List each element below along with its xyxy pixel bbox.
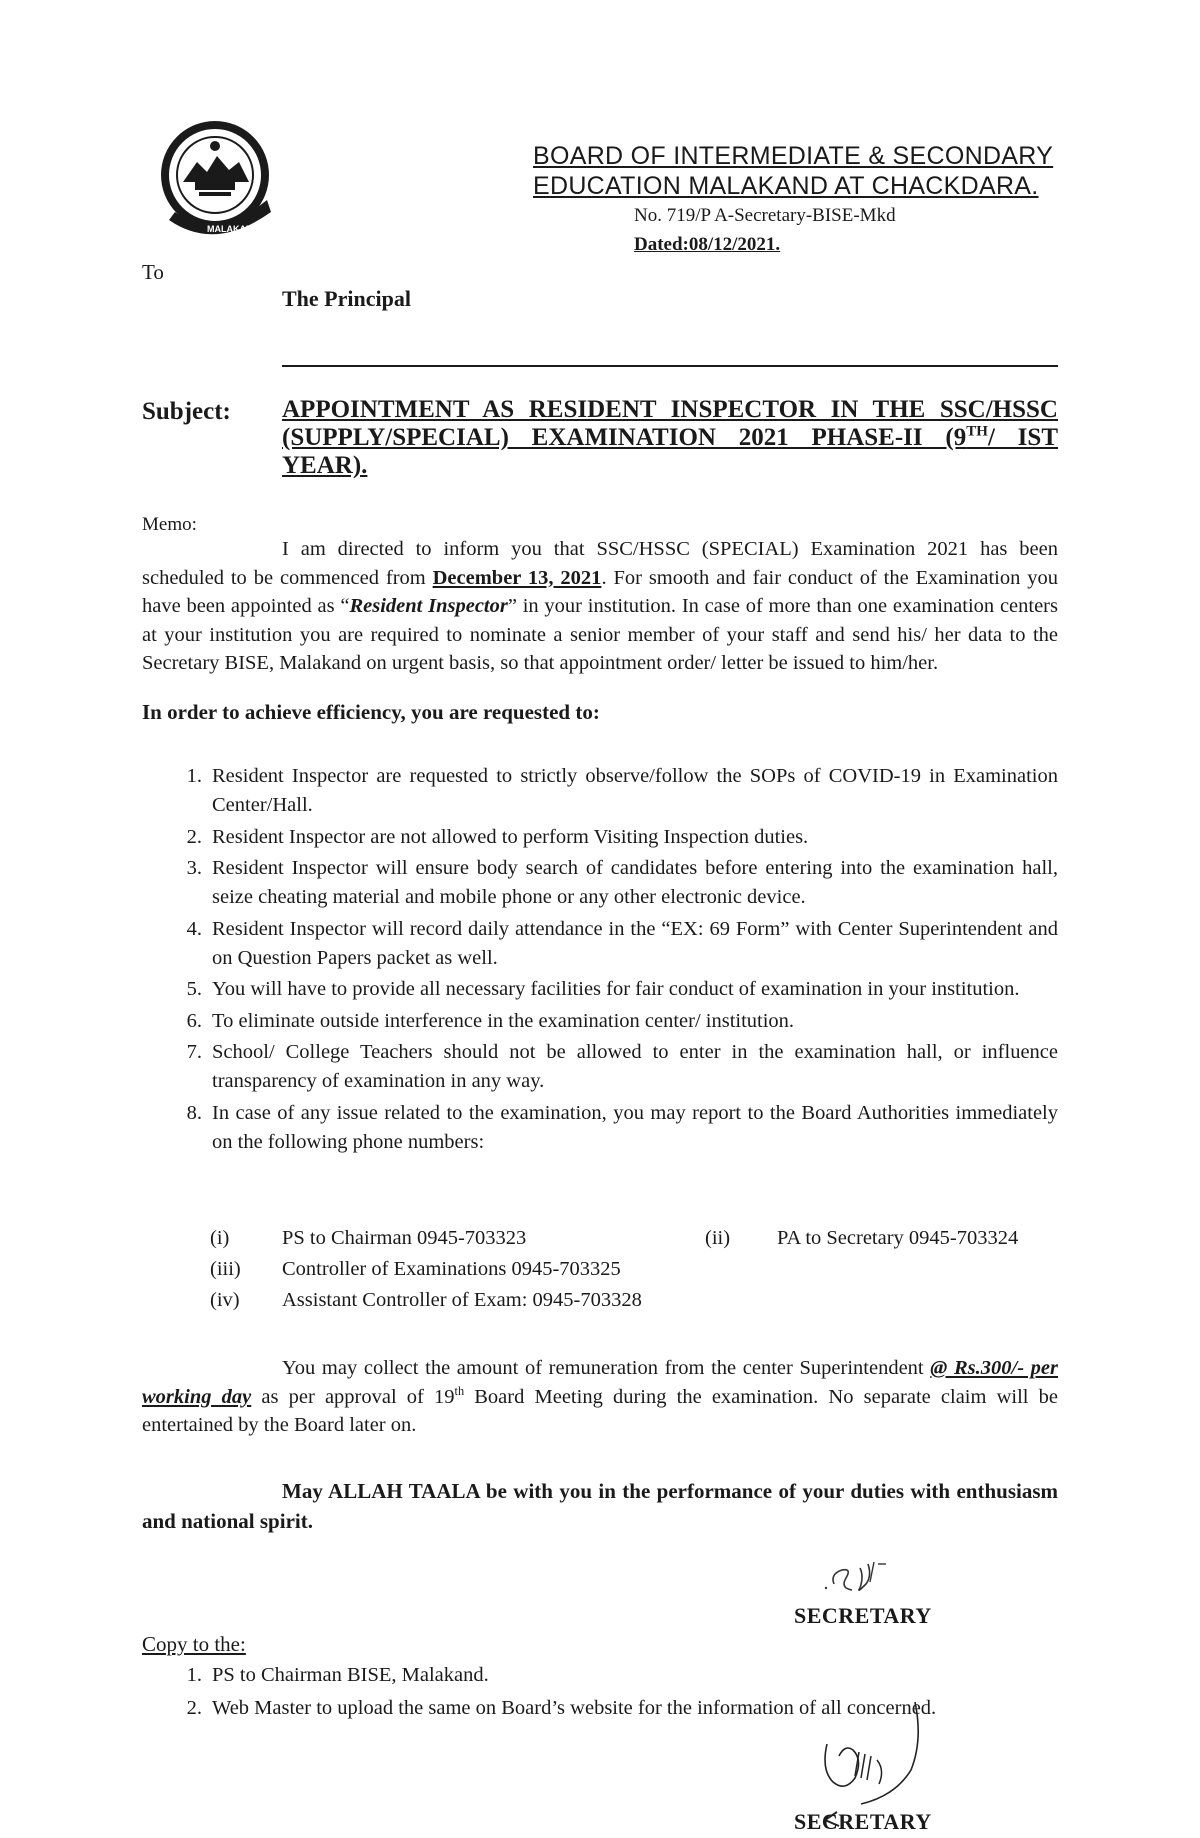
remuneration-paragraph: You may collect the amount of remuneration from the center Superintendent @ Rs.300/- per working day as per approval of 19th Board Meeting during the examination. No separate claim will be entertained by the Board later on. [142, 1357, 1058, 1436]
addressee-blank-line [282, 365, 1058, 367]
list-item: 1. PS to Chairman BISE, Malakand. [186, 1664, 489, 1686]
list-item: 4. Resident Inspector will record daily attendance in the “EX: 69 Form” with Center Superintendent and on Question Papers packet as well. [186, 917, 1058, 969]
closing-paragraph: May ALLAH TAALA be with you in the performance of your duties with enthusiasm and national spirit. [142, 1479, 1058, 1533]
board-seal-logo [155, 120, 290, 240]
secretary-title: SECRETARY [794, 1603, 932, 1628]
role-name: Resident Inspector [349, 595, 508, 617]
commencement-date: December 13, 2021 [432, 566, 602, 589]
request-heading: In order to achieve efficiency, you are requested to: [142, 700, 600, 724]
secretary-title-copy: SECRETARY [794, 1809, 932, 1834]
list-item: 2. Web Master to upload the same on Board’s website for the information of all concerned. [186, 1697, 937, 1719]
addressee-name: The Principal [282, 286, 411, 311]
phone-row: (iii) Controller of Examinations 0945-703325 [210, 1258, 621, 1280]
phone-numbers [210, 1227, 1060, 1320]
list-item: 6. To eliminate outside interference in the examination center/ institution. [186, 1009, 795, 1032]
list-item: 3. Resident Inspector will ensure body search of candidates before entering into the examination hall, seize cheating material and mobile phone or any other electronic device. [186, 857, 1058, 908]
instructions-list [142, 762, 1058, 1159]
intro-paragraph: I am directed to inform you that SSC/HSSC (SPECIAL) Examination 2021 has been scheduled to be commenced from December 13, 2021. For smooth and fair conduct of the Examination you have been appointed as “Resident Inspector” in your institution. In case of more than one examination centers at your institution you are required to nominate a senior member of your staff and send his/ her data to the Secretary BISE, Malakand on urgent basis, so that appointment order/ letter be issued to him/her. [142, 538, 1058, 674]
remuneration-rate: @ Rs.300/- per working day [142, 1357, 1058, 1408]
list-item: 1. Resident Inspector are requested to strictly observe/follow the SOPs of COVID-19 in Examination Center/Hall. [186, 765, 1058, 816]
sd-handwritten-mark [820, 1554, 910, 1602]
phone-chairman: PS to Chairman 0945-703323 [282, 1227, 527, 1249]
phone-controller: Controller of Examinations 0945-703325 [282, 1258, 621, 1280]
list-item: 7. School/ College Teachers should not be allowed to enter in the examination hall, or influence transparency of examination in any way. [186, 1041, 1058, 1092]
seal-bottom-text: MALAKAND [207, 224, 259, 234]
list-item: 8. In case of any issue related to the examination, you may report to the Board Authorities immediately on the following phone numbers: [186, 1101, 1058, 1153]
board-name-line1: BOARD OF INTERMEDIATE & SECONDARY [533, 142, 1054, 170]
phone-assistant-controller: Assistant Controller of Exam: 0945-703328 [282, 1289, 642, 1311]
subject-text: APPOINTMENT AS RESIDENT INSPECTOR IN THE SSC/HSSC (SUPPLY/SPECIAL) EXAMINATION 2021 PHASE-II (9TH/ IST YEAR). [282, 396, 1058, 479]
phone-secretary: PA to Secretary 0945-703324 [777, 1227, 1019, 1249]
list-item: 2. Resident Inspector are not allowed to perform Visiting Inspection duties. [186, 825, 809, 848]
list-item: 5. You will have to provide all necessary facilities for fair conduct of examination in your institution. [186, 978, 1020, 1000]
copy-to-label: Copy to the: [142, 1632, 246, 1656]
letter-date: Dated:08/12/2021. [634, 234, 781, 255]
memo-label: Memo: [142, 514, 197, 535]
reference-number: No. 719/P A-Secretary-BISE-Mkd [634, 205, 896, 226]
to-label: To [142, 260, 164, 284]
subject-label: Subject: [142, 398, 231, 425]
phone-row: (iv) Assistant Controller of Exam: 0945-703328 [210, 1289, 642, 1311]
phone-row: (i) PS to Chairman 0945-703323 (ii) PA to Secretary 0945-703324 [210, 1227, 1019, 1249]
board-name-line2: EDUCATION MALAKAND AT CHACKDARA. [533, 172, 1039, 200]
